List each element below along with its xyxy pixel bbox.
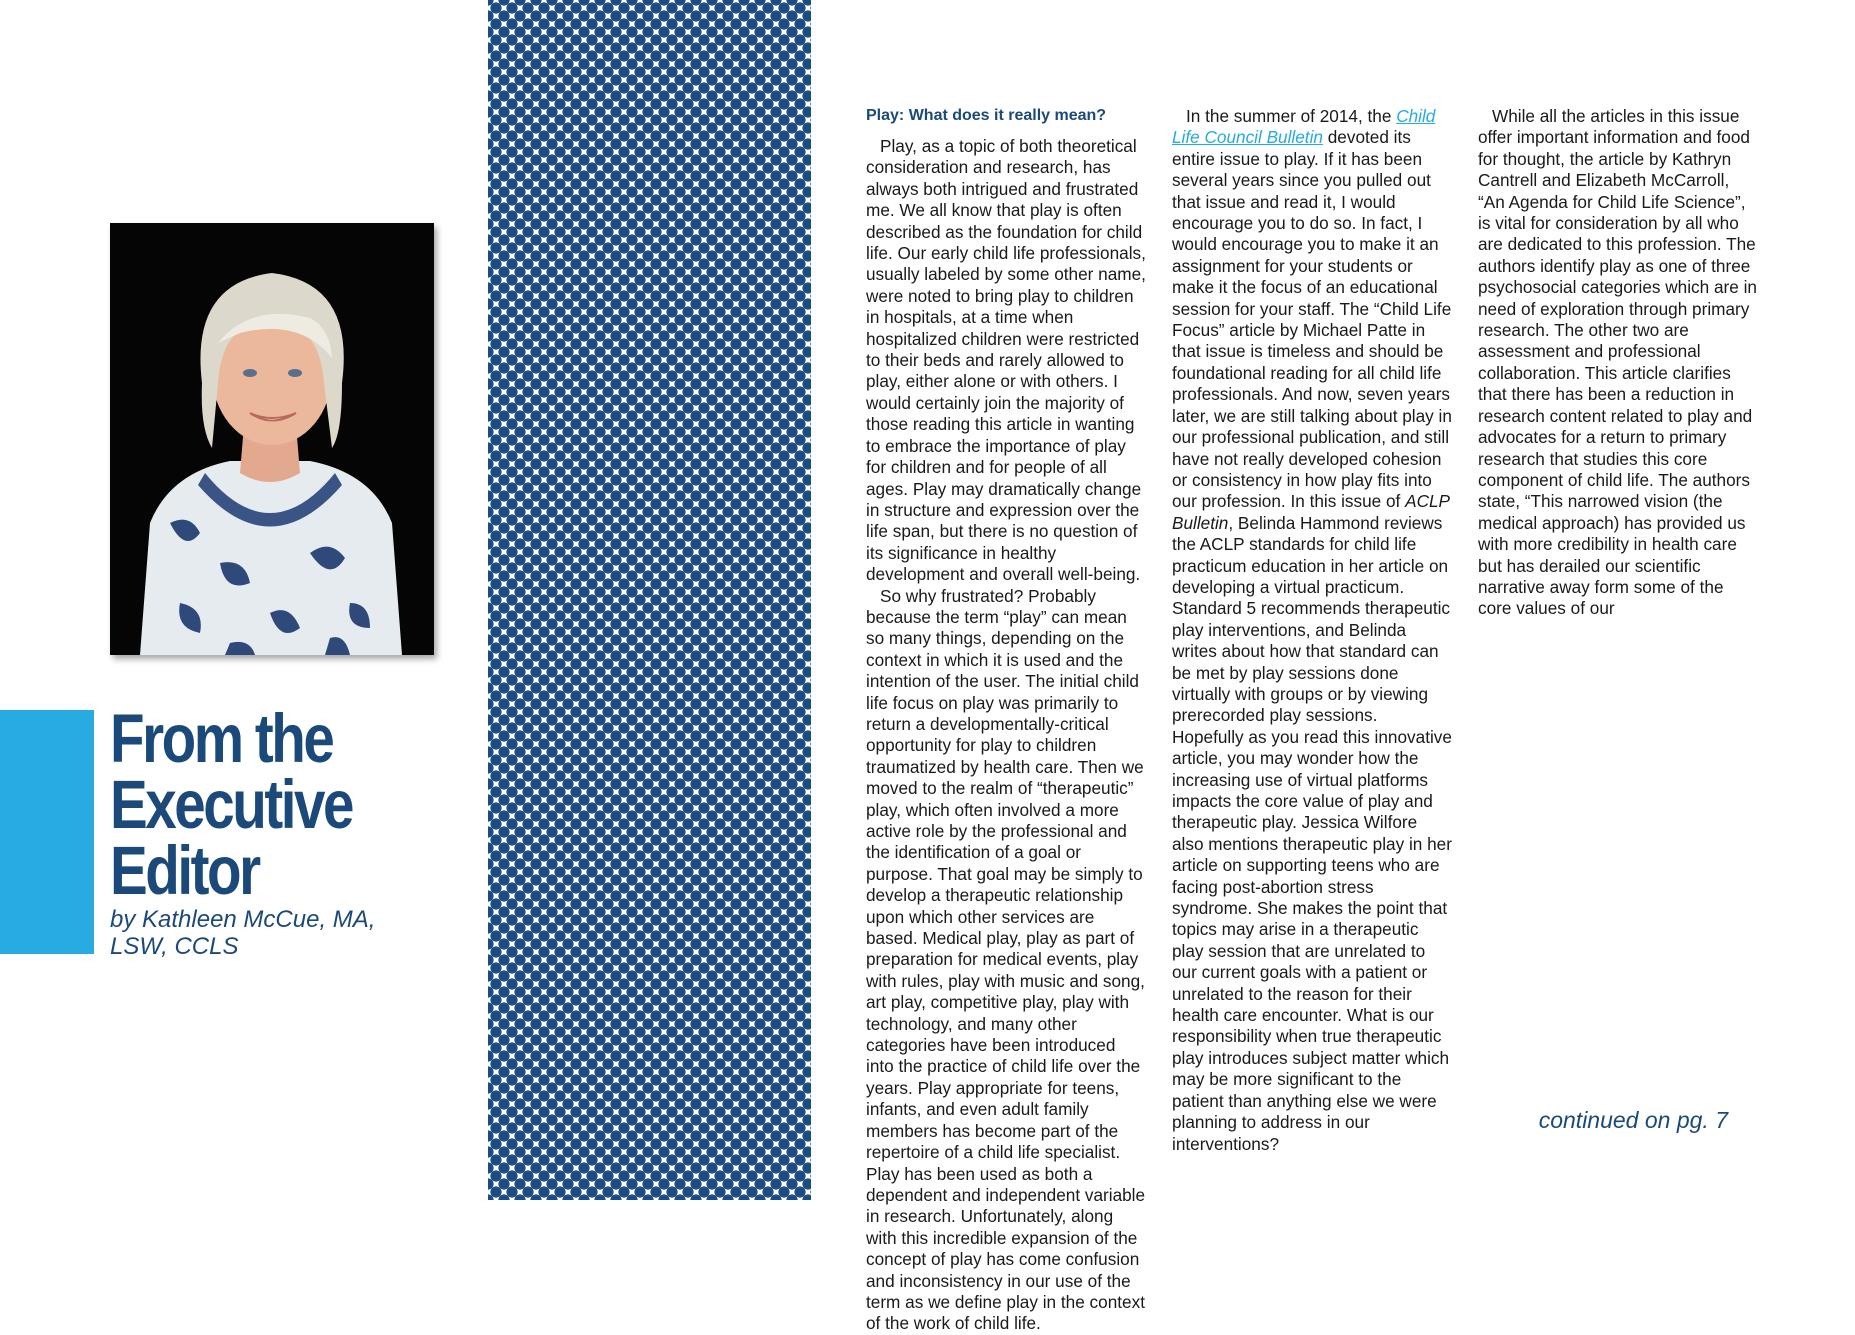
bulletin-link[interactable]: Child Life Council Bulletin: [1172, 106, 1436, 148]
byline: [110, 906, 430, 960]
byline-line: LSW, CCLS: [110, 933, 239, 960]
title-line: Editor: [110, 832, 259, 909]
continued-note: continued on pg. 7: [1538, 1107, 1728, 1133]
author-photo: [110, 223, 434, 655]
text-run: , Belinda Hammond reviews the ACLP standards for child life practicum education in her article on developing a virtual practicum. Standard 5 recommends therapeutic play interventions, and Belinda writes about how that standard can be met by play sessions done virtually with groups or by viewing prerecorded play sessions. Hopefully as you read this innovative article, you may wonder how the increasing use of virtual platforms impacts the core value of play and therapeutic play. Jessica Wilfore also mentions therapeutic play in her article on supporting teens who are facing post-abortion stress syndrome. She makes the point that topics may arise in a therapeutic play session that are unrelated to our current goals with a patient or unrelated to the reason for their health care encounter. What is our responsibility when true therapeutic play introduces subject matter which may be more significant to the patient than anything else we were planning to address in our interventions?: [1172, 512, 1452, 1154]
title-line: Executive: [110, 766, 353, 843]
polka-dot-pattern: [488, 0, 811, 1200]
paragraph: So why frustrated? Probably because the term “play” can mean so many things, depending on the context in which it is used and the intention of the user. The initial child life focus on play was primarily to return a developmentally-critical opportunity for play to children traumatized by health care. Then we moved to the realm of “therapeutic” play, which often involved a more active role by the professional and the identification of a goal or purpose. That goal may be simply to develop a therapeutic relationship upon which other services are based. Medical play, play as part of preparation for medical events, play with rules, play with music and song, art play, competitive play, play with technology, and many other categories have been introduced into the practice of child life over the years. Play appropriate for teens, infants, and even adult family members has become part of the repertoire of a child life specialist. Play has been used as both a dependent and independent variable in research. Unfortunately, along with this incredible expansion of the concept of play has come confusion and inconsistency in our use of the term as we define play in the context of the work of child life.: [866, 585, 1146, 1334]
paragraph: [1172, 106, 1452, 1155]
paragraph: While all the articles in this issue offer important information and food for thought, the article by Kathryn Cantrell and Elizabeth McCarroll, “An Agenda for Child Life Science”, is vital for consideration by all who are dedicated to this profession. The authors identify play as one of three psychosocial categories which are in need of exploration through primary research. The other two are assessment and professional collaboration. This article clarifies that there has been a reduction in research content related to play and advocates for a return to primary research that studies this core component of child life. The authors state, “This narrowed vision (the medical approach) has provided us with more credibility in health care but has derailed our scientific narrative away form some of the core values of our: [1478, 106, 1757, 619]
accent-bar: [0, 710, 94, 954]
title-line: From the: [110, 700, 333, 777]
article-column-1: [866, 106, 1146, 1334]
text-run: In the summer of 2014, the: [1186, 106, 1397, 126]
byline-line: by Kathleen McCue, MA,: [110, 906, 376, 933]
paragraph: Play, as a topic of both theoretical consideration and research, has always both intrigued and frustrated me. We all know that play is often described as the foundation for child life. Our early child life professionals, usually labeled by some other name, were noted to bring play to children in hospitals, at a time when hospitalized children were restricted to their beds and rarely allowed to play, either alone or with others. I would certainly join the majority of those reading this article in wanting to embrace the importance of play for children and for people of all ages. Play may dramatically change in structure and expression over the life span, but there is no question of its significance in healthy development and overall well-being.: [866, 136, 1146, 585]
page-title: [110, 700, 353, 909]
publication-name: ACLP Bulletin: [1172, 491, 1450, 533]
article-column-3: [1478, 106, 1758, 1106]
article-heading: Play: What does it really mean?: [866, 107, 1107, 124]
article-column-2: [1172, 106, 1452, 1154]
text-run: devoted its entire issue to play. If it has been several years since you pulled out that issue and read it, I would encourage you to do so. In fact, I would encourage you to make it an assignment for your students or make it the focus of an educational session for your staff. The “Child Life Focus” article by Michael Patte in that issue is timeless and should be foundational reading for all child life professionals. And now, seven years later, we are still talking about play in our professional publication, and still have not really developed cohesion or consistency in how play fits into our profession. In this issue of: [1172, 127, 1452, 512]
